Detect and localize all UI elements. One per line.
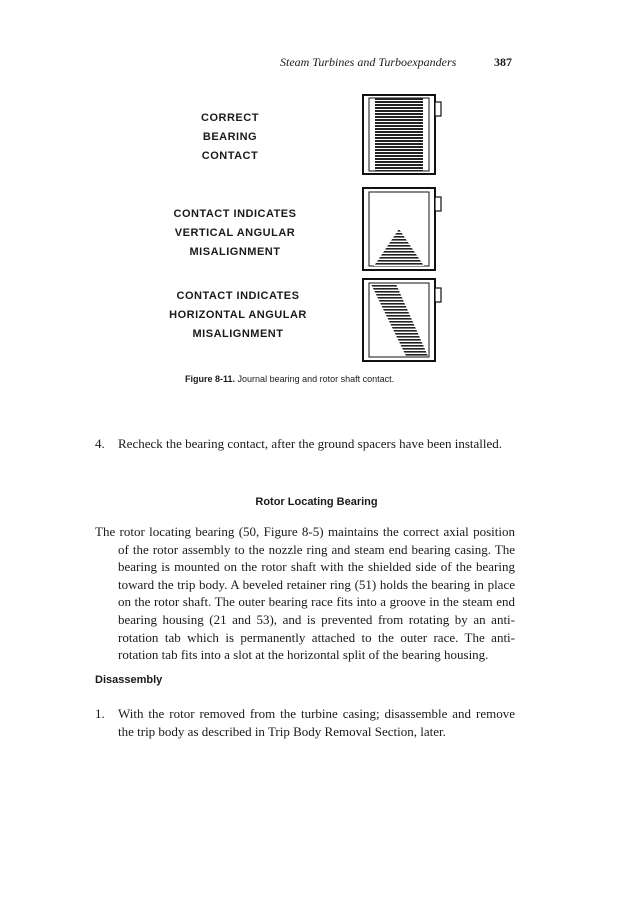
page-number: 387: [494, 55, 512, 69]
running-head-title: Steam Turbines and Turboexpanders: [280, 55, 457, 69]
list-item-step-4: [95, 435, 515, 471]
contact-area: [375, 98, 423, 171]
label-line: CONTACT INDICATES: [176, 290, 300, 302]
list-text: Recheck the bearing contact, after the ground spacers have been installed.: [118, 436, 503, 451]
list-text: With the rotor removed from the turbine casing; disassemble and remove the trip body as described in Trip Body Removal Section, later.: [118, 706, 515, 739]
figure-label-vertical: [160, 205, 310, 262]
label-line: BEARING: [202, 131, 258, 143]
list-number: 1.: [95, 706, 105, 721]
section-heading: Rotor Locating Bearing: [255, 496, 378, 508]
figure-label-correct: [180, 109, 280, 166]
subsection-heading: Disassembly: [95, 674, 163, 686]
label-line: CONTACT INDICATES: [173, 208, 297, 220]
figure-label-horizontal: [158, 287, 318, 344]
bearing-vertical-misalignment-diagram: [360, 185, 450, 273]
running-head: [270, 55, 515, 73]
section-paragraph: The rotor locating bearing (50, Figure 8-5) maintains the correct axial position of the rotor assembly to the nozzle ring and steam end bearing casing. The bearing is mounted on the rotor shaft with the shielded side of the bearing toward the trip body. A beveled retainer ring (51) holds the bearing in place on the rotor shaft. The outer bearing race fits into a groove in the steam end bearing housing (21 and 53), and is prevented from rotating by an anti-rotation tab which is permanently attached to the outer race. The anti-rotation tab fits into a slot at the horizontal split of the bearing housing.: [95, 524, 515, 663]
list-item-step-1: [95, 705, 515, 761]
caption-text: Journal bearing and rotor shaft contact.: [237, 374, 395, 384]
figure-caption: [185, 374, 485, 388]
list-number: 4.: [95, 436, 105, 451]
label-line: CONTACT: [201, 150, 259, 162]
caption-number: Figure 8-11.: [185, 374, 236, 384]
label-line: MISALIGNMENT: [189, 246, 281, 258]
label-line: VERTICAL ANGULAR: [174, 227, 296, 239]
label-line: CORRECT: [201, 112, 259, 124]
bearing-horizontal-misalignment-diagram: [360, 276, 450, 364]
bearing-correct-contact-diagram: [360, 92, 450, 177]
label-line: MISALIGNMENT: [192, 328, 284, 340]
label-line: HORIZONTAL ANGULAR: [169, 309, 307, 321]
